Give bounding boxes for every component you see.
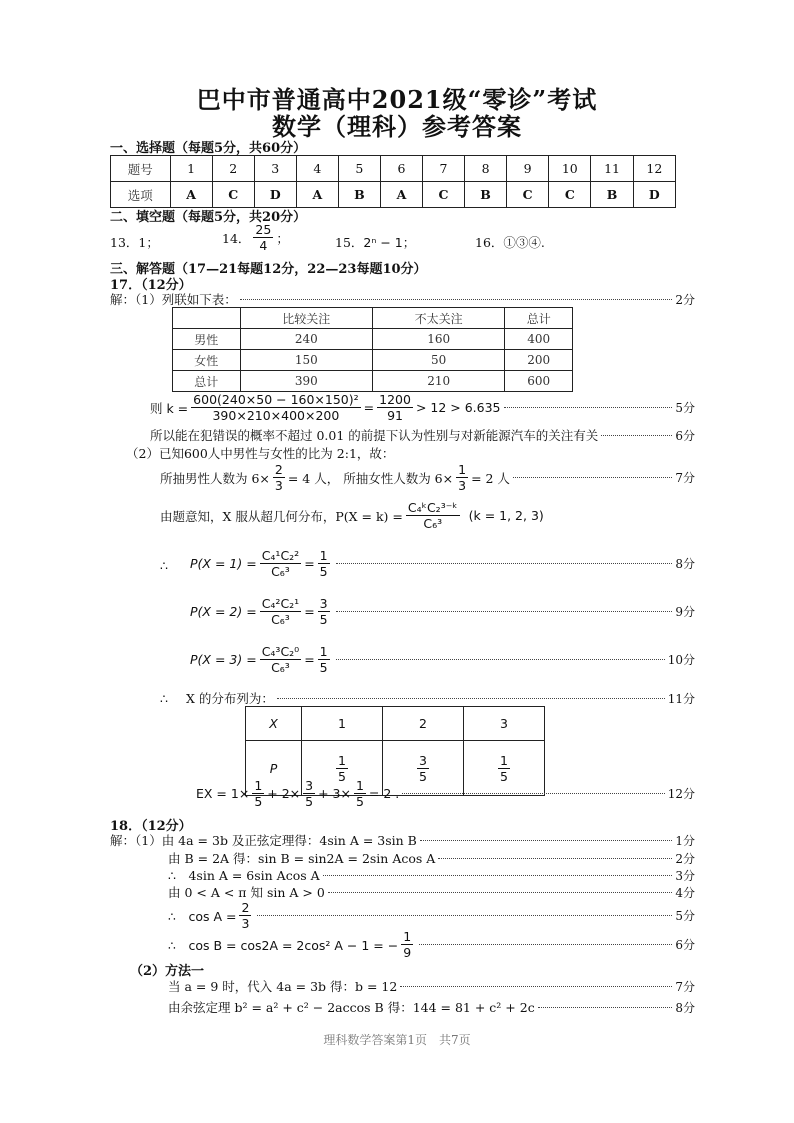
text: (k = 1, 2, 3) [468, 508, 544, 523]
fraction [253, 222, 273, 253]
leader [513, 477, 672, 478]
denominator: 4 [259, 238, 268, 253]
table-cell: 600 [505, 371, 573, 392]
numerator: 3 [305, 778, 314, 793]
row-label: 题号 [111, 156, 171, 182]
numerator: 1 [458, 462, 467, 477]
answer-choice: A [170, 182, 212, 208]
denominator: 5 [419, 768, 427, 784]
score: 7分 [675, 471, 695, 485]
score: 5分 [675, 401, 695, 415]
denominator: 5 [305, 794, 314, 809]
fraction [354, 778, 366, 809]
table-cell: 50 [372, 350, 504, 371]
numerator: C₄²C₂¹ [261, 596, 300, 611]
numerator: 1 [403, 929, 412, 944]
leader [538, 1007, 673, 1008]
probability-line [190, 596, 695, 627]
answer-choice: B [591, 182, 633, 208]
section3-header: 三、解答题（17—21每题12分，22—23每题10分） [110, 262, 427, 277]
fraction [260, 596, 302, 627]
expr: 2ⁿ − 1 [363, 235, 403, 250]
cosB-line [168, 929, 695, 960]
score: 1分 [675, 833, 695, 848]
answer-choice: A [296, 182, 338, 208]
column-header: 总计 [505, 308, 573, 329]
score: 6分 [675, 938, 695, 952]
numerator: 2 [241, 900, 250, 915]
text: = 2 . [368, 786, 400, 801]
table-cell: 150 [240, 350, 372, 371]
answer-choice: C [549, 182, 591, 208]
q17-step1 [110, 290, 695, 308]
distribution-intro [160, 689, 695, 707]
table-cell: 男性 [173, 329, 241, 350]
score: 11分 [667, 691, 695, 706]
score: 3分 [675, 868, 695, 883]
text: + 3× [318, 786, 351, 801]
denominator: C₆³ [271, 612, 290, 627]
p-label: P [246, 741, 302, 796]
q18-step [168, 849, 695, 867]
q18-step7 [168, 977, 695, 995]
denominator: C₆³ [271, 660, 290, 675]
score: 6分 [675, 428, 695, 443]
sample-counts [160, 462, 695, 493]
text: = 2 人 [471, 470, 510, 486]
text: = [363, 400, 375, 415]
question-number: 3 [254, 156, 296, 182]
answer-choice: D [254, 182, 296, 208]
text: 由 0 < A < π 知 sin A > 0 [168, 885, 325, 900]
conclusion [150, 426, 695, 444]
denominator: 5 [500, 768, 508, 784]
denominator: 5 [319, 564, 328, 579]
question-number: 1 [170, 156, 212, 182]
fraction [377, 392, 413, 423]
numerator: 1 [254, 778, 263, 793]
score: 8分 [675, 557, 695, 571]
text: = [304, 604, 315, 619]
answer-15 [335, 233, 415, 251]
text: ∴ cos A = [168, 908, 237, 924]
q18-title: 18．（12分） [110, 819, 192, 834]
leader [336, 611, 673, 612]
score: 12分 [667, 787, 695, 801]
denominator: 5 [254, 794, 263, 809]
text: + 2× [267, 786, 301, 801]
answer-choice: B [338, 182, 380, 208]
table-cell: 总计 [173, 371, 241, 392]
fraction [401, 929, 413, 960]
exam-subtitle: 数学（理科）参考答案 [272, 112, 522, 141]
therefore: ∴ [160, 690, 168, 706]
leader [323, 875, 673, 876]
x-label: X [246, 707, 302, 741]
answer-14 [222, 222, 289, 253]
fraction [273, 462, 285, 493]
fraction [318, 596, 330, 627]
numerator: C₄³C₂⁰ [261, 644, 300, 659]
numerator: C₄¹C₂² [261, 548, 300, 563]
denominator: 5 [338, 768, 346, 784]
text: 由余弦定理 b² = a² + c² − 2accos B 得：144 = 81 + c² + 2c [168, 1000, 535, 1015]
numerator: 1 [355, 778, 364, 793]
leader [257, 915, 672, 916]
text: P(X = 1) = [190, 556, 257, 571]
text: 解：（1）列联如下表： [110, 292, 237, 307]
leader [336, 563, 673, 564]
hypergeometric [160, 500, 544, 531]
numerator: 1200 [379, 392, 411, 407]
column-header: 不太关注 [372, 308, 504, 329]
score: 2分 [675, 851, 695, 866]
answer-16: 16．①③④. [475, 235, 545, 250]
x-value: 3 [464, 707, 545, 741]
numerator: 2 [274, 462, 283, 477]
text: 解：（1）由 4a = 3b 及正弦定理得：4sin A = 3sin B [110, 833, 417, 848]
text: 所抽男性人数为 6× [160, 470, 270, 486]
answer-choice: C [507, 182, 549, 208]
text: X 的分布列为： [185, 691, 274, 706]
numerator: 25 [255, 222, 272, 237]
score: 9分 [675, 605, 695, 619]
text: 所以能在犯错误的概率不超过 0.01 的前提下认为性别与对新能源汽车的关注有关 [150, 428, 599, 443]
text: P(X = 3) = [190, 652, 257, 667]
question-number: 9 [507, 156, 549, 182]
column-header: 比较关注 [240, 308, 372, 329]
leader [402, 793, 664, 794]
denominator: 5 [319, 612, 328, 627]
cosA-line [168, 900, 695, 931]
q18-part2: （2）方法一 [130, 964, 205, 979]
probability-line [190, 644, 695, 675]
page-footer: 理科数学答案第1页 共7页 [323, 1033, 471, 1047]
fraction [191, 392, 360, 423]
exam-title: 巴中市普通高中2021级“零诊”考试 [196, 85, 598, 114]
leader [277, 698, 665, 699]
table-cell: 390 [240, 371, 372, 392]
fraction [239, 900, 251, 931]
denominator: 3 [458, 478, 467, 493]
q18-step [110, 831, 695, 849]
numerator: 1 [500, 752, 508, 768]
denominator: 3 [241, 916, 250, 931]
table-cell: 200 [505, 350, 573, 371]
table-cell: 240 [240, 329, 372, 350]
label: 14． [222, 230, 251, 246]
tail: ； [402, 235, 416, 250]
label: 15． [335, 235, 364, 250]
q18-step [168, 866, 695, 884]
denominator: C₆³ [271, 564, 290, 579]
table-cell: 160 [372, 329, 504, 350]
text: ∴ cos B = cos2A = 2cos² A − 1 = − [168, 937, 399, 953]
numerator: 1 [319, 548, 328, 563]
question-number: 10 [549, 156, 591, 182]
leader [504, 407, 673, 408]
text: 由 B = 2A 得：sin B = sin2A = 2sin Acos A [168, 851, 436, 866]
score: 7分 [675, 979, 695, 994]
section1-header: 一、选择题（每题5分，共60分） [110, 141, 307, 156]
fraction [318, 548, 330, 579]
q17-part2: （2）已知600人中男性与女性的比为 2:1，故： [126, 446, 395, 461]
fraction [406, 500, 460, 531]
fraction [260, 644, 302, 675]
score: 2分 [675, 292, 695, 307]
score: 8分 [675, 1000, 695, 1015]
text: = 4 人， 所抽女性人数为 6× [287, 470, 454, 486]
x-value: 1 [302, 707, 383, 741]
fraction [456, 462, 468, 493]
answer-choice: C [212, 182, 254, 208]
leader [419, 944, 672, 945]
leader [601, 435, 672, 436]
leader [438, 858, 672, 859]
text: 则 k = [150, 400, 189, 416]
answer-choice: A [380, 182, 422, 208]
therefore-symbol: ∴ [160, 558, 168, 573]
denominator: 3 [274, 478, 283, 493]
question-number: 8 [465, 156, 507, 182]
q17-title: 17．（12分） [110, 278, 192, 293]
leader [336, 659, 665, 660]
expectation [196, 778, 695, 809]
question-number: 2 [212, 156, 254, 182]
fraction [260, 548, 302, 579]
probability-line [190, 548, 695, 579]
answer-13: 13．1； [110, 235, 159, 250]
question-number: 5 [338, 156, 380, 182]
answer-choice: B [465, 182, 507, 208]
section2-header: 二、填空题（每题5分，共20分） [110, 210, 307, 225]
leader [328, 892, 673, 893]
denominator: C₆³ [423, 516, 443, 531]
text: 当 a = 9 时，代入 4a = 3b 得：b = 12 [168, 979, 398, 994]
numerator: 3 [319, 596, 328, 611]
fraction [318, 644, 330, 675]
text: > 12 > 6.635 [415, 400, 501, 415]
denominator: 91 [387, 408, 403, 423]
column-header [173, 308, 241, 329]
question-number: 4 [296, 156, 338, 182]
x-value: 2 [383, 707, 464, 741]
question-number: 12 [633, 156, 675, 182]
score: 4分 [675, 885, 695, 900]
score: 10分 [667, 653, 695, 667]
fraction [303, 778, 315, 809]
q18-step [168, 883, 695, 901]
contingency-table [172, 307, 573, 392]
numerator: 3 [419, 752, 427, 768]
text: ∴ 4sin A = 6sin Acos A [168, 868, 320, 883]
text: = [304, 652, 315, 667]
answer-choice: D [633, 182, 675, 208]
denominator: 390×210×400×200 [212, 408, 340, 423]
numerator: C₄ᵏC₂³⁻ᵏ [407, 500, 458, 515]
numerator: 1 [338, 752, 346, 768]
table-cell: 女性 [173, 350, 241, 371]
score: 5分 [675, 909, 695, 923]
k-formula [150, 392, 695, 423]
leader [240, 299, 673, 300]
numerator: 1 [319, 644, 328, 659]
text: = [304, 556, 315, 571]
answer-choice: C [422, 182, 464, 208]
table-cell: 210 [372, 371, 504, 392]
text: EX = 1× [196, 786, 250, 801]
denominator: 5 [355, 794, 364, 809]
tail: ； [276, 230, 289, 246]
question-number: 7 [422, 156, 464, 182]
denominator: 5 [319, 660, 328, 675]
leader [420, 840, 673, 841]
text: 由题意知，X 服从超几何分布，P(X = k) = [160, 508, 403, 524]
choice-answer-table [110, 155, 676, 208]
row-label: 选项 [111, 182, 171, 208]
leader [400, 986, 672, 987]
numerator: 600(240×50 − 160×150)² [193, 392, 359, 407]
fraction [252, 778, 264, 809]
q18-step8 [168, 998, 695, 1016]
question-number: 6 [380, 156, 422, 182]
question-number: 11 [591, 156, 633, 182]
denominator: 9 [403, 945, 412, 960]
text: P(X = 2) = [190, 604, 257, 619]
table-cell: 400 [505, 329, 573, 350]
